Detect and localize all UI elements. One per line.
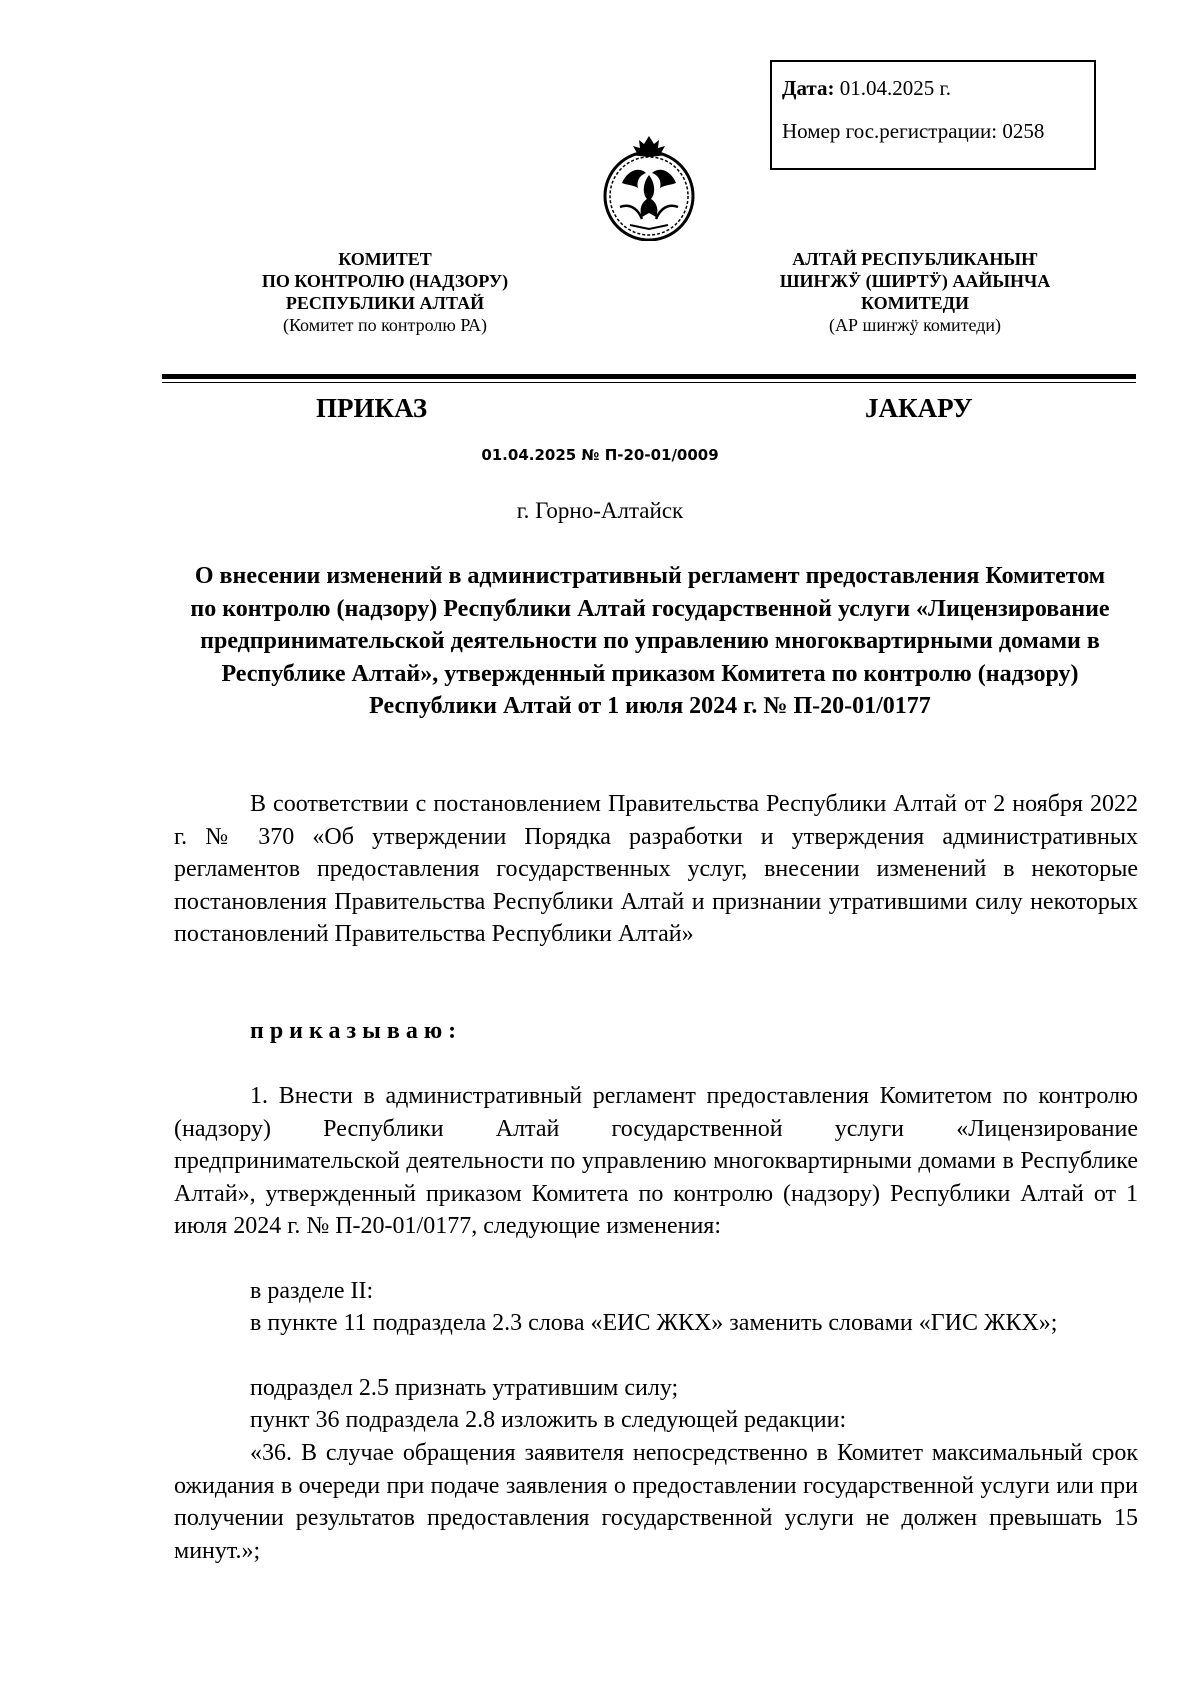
organization-header-alt: [735, 248, 1095, 336]
subsection-2-5-paragraph: подраздел 2.5 признать утратившим силу;: [250, 1375, 679, 1401]
registration-number-label: Номер гос.регистрации:: [782, 119, 998, 143]
order-title-alt: JАКАРУ: [865, 393, 973, 423]
organization-header-ru: [200, 248, 570, 336]
registration-date-value: 01.04.2025 г.: [839, 76, 951, 100]
order-title-ru: ПРИКАЗ: [316, 393, 428, 423]
registration-date-label: Дата:: [782, 76, 835, 100]
republic-emblem-icon: [600, 133, 698, 241]
org-ru-line2: ПО КОНТРОЛЮ (НАДЗОРУ): [261, 271, 509, 291]
intro-paragraph: В соответствии с постановлением Правительства Республики Алтай от 2 ноября 2022 г. № 370 «Об утверждении Порядка разработки и утверждения административных регламентов предоставления государственных услуг, внесении изменений в некоторые постановления Правительства Республики Алтай и признании утратившими силу некоторых постановлений Правительства Республики Алтай»: [174, 791, 1138, 947]
registration-date: [782, 78, 1094, 99]
point-11-paragraph: в пункте 11 подраздела 2.3 слова «ЕИС ЖКХ» заменить словами «ГИС ЖКХ»;: [250, 1310, 1058, 1336]
document-title: О внесении изменений в административный регламент предоставления Комитетом по контролю (надзору) Республики Алтай государственной услуги «Лицензирование предпринимательской деятельности по управлению многоквартирными домами в Республике Алтай», утвержденный приказом Комитета по контролю (надзору) Республики Алтай от 1 июля 2024 г. № П-20-01/0177: [190, 563, 1110, 719]
point-36-header-paragraph: пункт 36 подраздела 2.8 изложить в следующей редакции:: [250, 1407, 847, 1433]
header-divider-thick: [162, 374, 1136, 379]
order-number: 01.04.2025 № П-20-01/0009: [481, 446, 719, 464]
org-alt-line3: КОМИТЕДИ: [861, 293, 969, 313]
registration-number: [782, 121, 1094, 142]
point-36-text-paragraph: «36. В случае обращения заявителя непосредственно в Комитет максимальный срок ожидания в очереди при подаче заявления о предоставлении государственной услуги или при получении результатов предоставления государственной услуги не должен превышать 15 минут.»;: [174, 1440, 1138, 1564]
org-alt-line4: (АР шиҥжӱ комитеди): [828, 315, 1002, 335]
org-ru-line3: РЕСПУБЛИКИ АЛТАЙ: [285, 293, 485, 313]
registration-box: [770, 60, 1096, 170]
order-city: г. Горно-Алтайск: [516, 498, 684, 523]
org-ru-line1: КОМИТЕТ: [338, 249, 432, 269]
header-divider-thin: [162, 382, 1136, 383]
order-word: приказываю:: [250, 1018, 463, 1044]
registration-number-value: 0258: [1002, 119, 1045, 143]
org-alt-line2: ШИҤЖӰ (ШИРТӰ) ААЙЫНЧА: [779, 271, 1051, 291]
org-ru-line4: (Комитет по контролю РА): [282, 315, 488, 335]
item-1-paragraph: 1. Внести в административный регламент предоставления Комитетом по контролю (надзору) Республики Алтай государственной услуги «Лицензирование предпринимательской деятельности по управлению многоквартирными домами в Республике Алтай», утвержденный приказом Комитета по контролю (надзору) Республики Алтай от 1 июля 2024 г. № П-20-01/0177, следующие изменения:: [174, 1083, 1138, 1239]
org-alt-line1: АЛТАЙ РЕСПУБЛИКАНЫҤ: [792, 249, 1038, 269]
section-2-paragraph: в разделе II:: [250, 1278, 374, 1304]
